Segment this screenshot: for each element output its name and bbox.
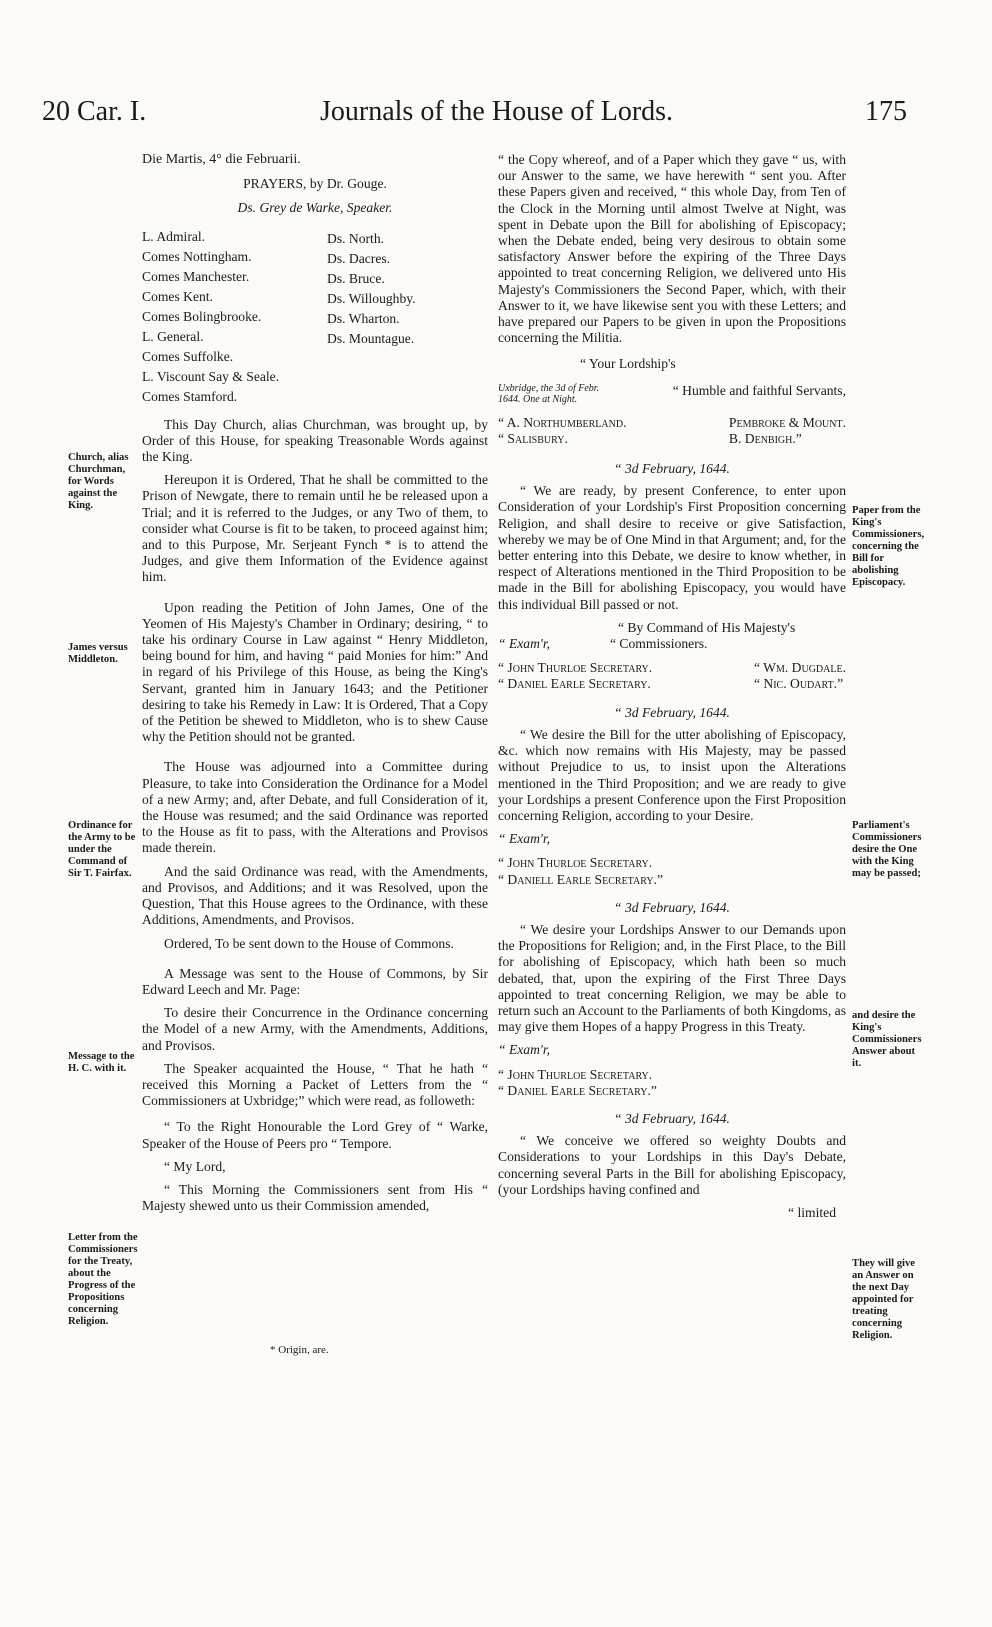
margin-note: Parliament's Commissioners desire the One with the King may be passed;: [852, 820, 922, 879]
secretary: “ Daniel Earle Secretary.: [498, 676, 651, 692]
secretaries: [498, 1067, 846, 1099]
secretary: “ Daniell Earle Secretary.”: [498, 871, 663, 887]
peer-name: L. Viscount Say & Seale.: [142, 368, 280, 384]
margin-note: They will give an Answer on the next Day appointed for treating concerning Religion.: [852, 1258, 915, 1341]
paragraph: And the said Ordinance was read, with the Amendments, and Provisos, and Additions; and it was Resolved, upon the Question, That this House agrees to the Ordinance, with these Additions, Amendments, and Provisos.: [142, 863, 488, 928]
peer-name: Ds. Wharton.: [327, 310, 400, 326]
speaker-line: Ds. Grey de Warke, Speaker.: [237, 200, 393, 216]
paper-date: “ 3d February, 1644.: [614, 899, 730, 915]
examiner-label: “ Exam'r,: [498, 636, 550, 652]
margin-note: Paper from the King's Commissioners, concerning the Bill for abolishing Episcopacy.: [852, 505, 925, 588]
secretary: “ John Thurloe Secretary.: [498, 855, 653, 871]
peer-name: L. Admiral.: [142, 228, 206, 244]
peers-list-left: [142, 227, 317, 407]
secretary: “ Nic. Oudart.”: [753, 676, 844, 692]
letter-closing: “ Your Lordship's: [580, 356, 676, 372]
secretaries: [498, 855, 846, 887]
peer-name: L. General.: [142, 328, 204, 344]
paragraph: This Day Church, alias Churchman, was brought up, by Order of this House, for speaking Treasonable Words against the King.: [142, 416, 488, 465]
header-left: 20 Car. I.: [42, 96, 147, 127]
secretary: “ Daniel Earle Secretary.”: [498, 1082, 657, 1098]
margin-note: James versus Middleton.: [68, 642, 128, 665]
peer-name: Comes Stamford.: [142, 388, 238, 404]
secretary: “ John Thurloe Secretary.: [498, 1066, 653, 1082]
signatory: “ Salisbury.: [498, 430, 568, 446]
peer-name: Ds. Dacres.: [327, 250, 391, 266]
servants-line: “ Humble and faithful Servants,: [672, 382, 846, 398]
catchword: “ limited: [788, 1204, 836, 1220]
peer-name: Comes Bolingbrooke.: [142, 308, 262, 324]
paragraph: A Message was sent to the House of Commons, by Sir Edward Leech and Mr. Page:: [142, 965, 488, 997]
paper-date: “ 3d February, 1644.: [614, 704, 730, 720]
paragraph: The Speaker acquainted the House, “ That he hath “ received this Morning a Packet of Letters from the “ Commissioners at Uxbridge;” which were read, as followeth:: [142, 1060, 488, 1109]
page-number: 175: [865, 96, 907, 127]
right-column: [498, 152, 846, 1221]
paragraph: Ordered, To be sent down to the House of Commons.: [164, 935, 454, 951]
peer-name: Ds. Bruce.: [327, 270, 385, 286]
prayers-line: PRAYERS, by Dr. Gouge.: [243, 176, 387, 192]
peers-present: [142, 227, 488, 407]
place-date-row: [498, 383, 846, 405]
paper-text: “ We desire your Lordships Answer to our Demands upon the Propositions for Religion; and, in the First Place, to the Bill for abolishing of Episcopacy, which hath been so much debated, that, upon the expiring of the First Three Days appointed to treat concerning Religion, we may be able to return such an Account to the Parliaments of both Kingdoms, as may give them Hopes of a happy Progress in this Treaty.: [498, 921, 846, 1035]
letter-address: “ To the Right Honourable the Lord Grey of “ Warke, Speaker of the House of Peers pro “ Tempore.: [142, 1119, 488, 1151]
paper-date: “ 3d February, 1644.: [614, 461, 730, 477]
secretary: “ Wm. Dugdale.: [753, 660, 846, 676]
peer-name: Comes Nottingham.: [142, 248, 252, 264]
paper-text: “ We conceive we offered so weighty Doubts and Considerations to your Lordships in this Day's Debate, concerning several Parts in the Bill for abolishing Episcopacy, (your Lordships having confined and: [498, 1133, 846, 1197]
margin-note: Letter from the Commissioners for the Treaty, about the Progress of the Propositions concerning Religion.: [68, 1232, 138, 1327]
peer-name: Ds. North.: [327, 230, 385, 246]
examiner-label: “ Exam'r,: [498, 831, 550, 847]
margin-note: Message to the H. C. with it.: [68, 1051, 135, 1074]
margin-note: Church, alias Churchman, for Words against the King.: [68, 452, 129, 511]
peer-name: Comes Kent.: [142, 288, 213, 304]
place-date: Uxbridge, the 3d of Febr. 1644. One at Night.: [498, 382, 600, 405]
paper-date: “ 3d February, 1644.: [614, 1110, 730, 1126]
paragraph: Hereupon it is Ordered, That he shall be committed to the Prison of Newgate, there to remain until he be released upon a Trial; and it is referred to the Judges, or any Two of them, to consider what Course is fit to be taken, to proceed against him; and to this Purpose, Mr. Serjeant Fynch * is to attend the Judges, and give them Information of the Evidence against him.: [142, 472, 488, 585]
session-date: Die Martis, 4° die Februarii.: [142, 152, 301, 167]
signatory: “ A. Northumberland.: [498, 414, 627, 430]
paragraph: Upon reading the Petition of John James, One of the Yeomen of His Majesty's Chamber in Ordinary; desiring, “ to take his ordinary Course in Law against “ Henry Middleton, being bound for him, and having “ paid Monies for him:” And in regard of his Privilege of this House, as being the King's Servant, granted him in January 1643; and the Petitioner desiring to take his Remedy in Law: It is Ordered, That a Copy of the Petition be shewed to Middleton, who is to shew Cause why the Petition should not be granted.: [142, 599, 488, 745]
exam-row: [498, 636, 846, 652]
letter-salutation: “ My Lord,: [164, 1158, 226, 1174]
paragraph: The House was adjourned into a Committee during Pleasure, to take into Consideration the Ordinance for a Model of a new Army; and, after Debate, and full Consideration of it, the House was resumed; and the said Ordinance was reported to the House as fit to pass, with the Alterations and Provisos made therein.: [142, 759, 488, 856]
peers-list-right: [327, 227, 477, 407]
header-title: Journals of the House of Lords.: [320, 96, 674, 127]
letter-start: “ This Morning the Commissioners sent from His “ Majesty shewed unto us their Commission amended,: [142, 1181, 488, 1214]
peer-name: Comes Manchester.: [142, 268, 250, 284]
peer-name: Ds. Willoughby.: [327, 290, 416, 306]
paper-text: “ We desire the Bill for the utter abolishing of Episcopacy, &c. which now remains with His Majesty, may be passed without Prejudice to us, to insist upon the Alterations mentioned in the Third Proposition; and we are ready to give your Lordships a present Conference upon the First Proposition concerning Religion, according to your Desire.: [498, 726, 846, 823]
margin-note: Ordinance for the Army to be under the Command of Sir T. Fairfax.: [68, 820, 136, 879]
paragraph: To desire their Concurrence in the Ordinance concerning the Model of a new Army, with the Amendments, Additions, and Provisos.: [142, 1005, 488, 1053]
left-column: [142, 152, 488, 1221]
signatories: [498, 415, 846, 447]
signatories-left: [498, 415, 626, 447]
secretary: “ John Thurloe Secretary.: [498, 660, 653, 676]
peer-name: Comes Suffolke.: [142, 348, 234, 364]
footnote: * Origin, are.: [270, 1344, 329, 1356]
by-command: “ By Command of His Majesty's: [618, 619, 796, 635]
commissioners-label: “ Commissioners.: [610, 636, 708, 652]
signatories-right: [729, 415, 846, 447]
signatory: Pembroke & Mount.: [728, 414, 846, 430]
peer-name: Ds. Mountague.: [327, 330, 415, 346]
paper-text: “ We are ready, by present Conference, to enter upon Consideration of your Lordship's First Proposition concerning Religion, and shall desire to receive or give Satisfaction, whereby we may be of One Mind in that Argument; and, for the better entering into this Debate, we desire to know whether, in respect of Alterations mentioned in the Third Proposition to be made in the Bill for abolishing Episcopacy, you would have this individual Bill passed or not.: [498, 483, 846, 612]
letter-continued: “ the Copy whereof, and of a Paper which they gave “ us, with our Answer to the same, we have herewith “ sent you. After these Papers given and received, “ this whole Day, from Ten of the Clock in the Morning until almost Twelve at Night, was spent in Debate upon the Bill for abolishing of Episcopacy; when the Debate ended, being very desirous to obtain some satisfactory Answer before the expiring of the Three Days appointed to treat concerning Religion, we delivered unto His Majesty's Commissioners the Second Paper, which, with their Answer to it, we have likewise sent you with these Letters; and have prepared our Papers to be given in upon the Propositions concerning the Militia.: [498, 152, 846, 346]
margin-note: and desire the King's Commissioners Answer about it.: [852, 1010, 922, 1069]
signatory: B. Denbigh.”: [728, 430, 802, 446]
secretaries: [498, 660, 846, 692]
examiner-label: “ Exam'r,: [498, 1042, 550, 1058]
